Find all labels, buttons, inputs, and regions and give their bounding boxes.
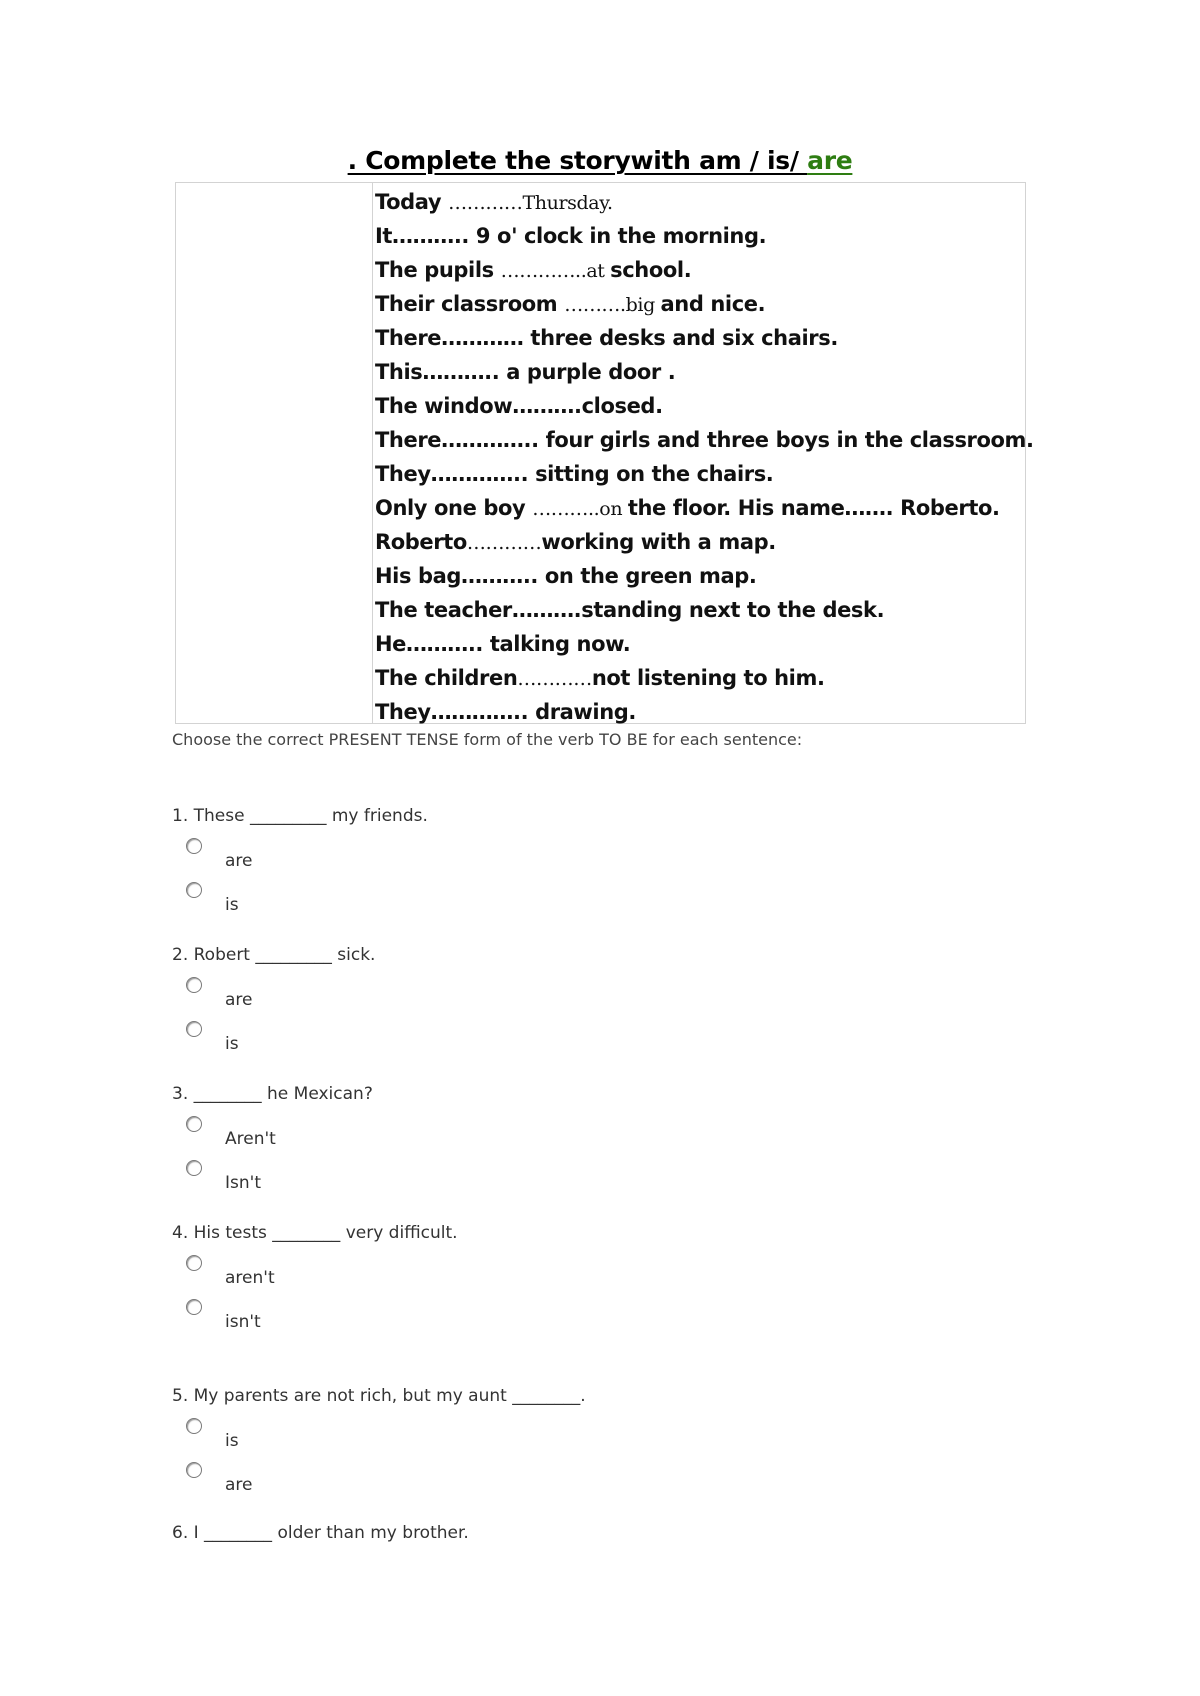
story-line <box>375 562 757 590</box>
question-text: 5. My parents are not rich, but my aunt ________. <box>172 1386 586 1406</box>
page-title <box>0 146 1200 175</box>
story-line-text: The window……….closed. <box>375 394 663 418</box>
question-text: 1. These _________ my friends. <box>172 806 428 826</box>
story-line <box>375 188 613 217</box>
story-line-text: They………….. sitting on the chairs. <box>375 462 774 486</box>
story-line-text: There………….. four girls and three boys in the classroom. <box>375 428 1034 452</box>
story-line <box>375 222 766 250</box>
story-line <box>375 392 663 420</box>
story-line <box>375 358 675 386</box>
question-text: 2. Robert _________ sick. <box>172 945 376 965</box>
story-line-blank: ………… <box>517 668 592 690</box>
radio-button[interactable] <box>186 1418 202 1434</box>
story-line-blank: …………..at <box>500 260 611 282</box>
option-label: is <box>225 1431 239 1451</box>
radio-button[interactable] <box>186 1255 202 1271</box>
option-label: is <box>225 1034 239 1054</box>
story-line-text: Roberto <box>375 530 467 554</box>
radio-button[interactable] <box>186 1116 202 1132</box>
option-label: are <box>225 851 253 871</box>
instruction-text: Choose the correct PRESENT TENSE form of the verb TO BE for each sentence: <box>172 730 803 749</box>
story-line-blank: ………… <box>466 532 542 554</box>
story-line-rest: not listening to him. <box>591 666 825 690</box>
story-line <box>375 664 825 693</box>
option-label: are <box>225 1475 253 1495</box>
radio-button[interactable] <box>186 1462 202 1478</box>
story-line <box>375 596 884 624</box>
story-box-divider <box>372 183 373 723</box>
option-label: Isn't <box>225 1173 261 1193</box>
story-line-blank: ……….big <box>564 294 661 316</box>
option-label: aren't <box>225 1268 275 1288</box>
story-line-rest: school. <box>610 258 692 282</box>
story-line <box>375 630 630 658</box>
story-line <box>375 698 636 726</box>
story-line-blank: …………Thursday. <box>448 192 613 214</box>
story-line <box>375 324 838 352</box>
story-line-text: The teacher……….standing next to the desk. <box>375 598 885 622</box>
story-line-rest: the floor. His name……. Roberto. <box>627 496 1000 520</box>
question-text: 4. His tests ________ very difficult. <box>172 1223 458 1243</box>
option-label: is <box>225 895 239 915</box>
radio-button[interactable] <box>186 838 202 854</box>
story-line-text: The children <box>375 666 518 690</box>
story-line-rest: working with a map. <box>541 530 776 554</box>
radio-button[interactable] <box>186 1299 202 1315</box>
question-text: 6. I ________ older than my brother. <box>172 1523 469 1543</box>
option-label: Aren't <box>225 1129 276 1149</box>
story-line-text: There………… three desks and six chairs. <box>375 326 838 350</box>
option-label: isn't <box>225 1312 261 1332</box>
option-label: are <box>225 990 253 1010</box>
story-line-blank: ………..on <box>532 498 628 520</box>
story-line-text: They………….. drawing. <box>375 700 636 724</box>
story-line-rest: and nice. <box>660 292 766 316</box>
title-text: . Complete the storywith am / is/ <box>347 146 808 175</box>
story-line <box>375 256 691 285</box>
story-line <box>375 460 773 488</box>
story-line <box>375 494 1000 523</box>
radio-button[interactable] <box>186 1160 202 1176</box>
story-line-text: He……….. talking now. <box>375 632 631 656</box>
story-line <box>375 528 776 557</box>
story-line-text: Today <box>375 190 449 214</box>
story-line <box>375 426 1034 454</box>
question-text: 3. ________ he Mexican? <box>172 1084 373 1104</box>
story-line <box>375 290 765 319</box>
story-line-text: This……….. a purple door . <box>375 360 676 384</box>
radio-button[interactable] <box>186 882 202 898</box>
radio-button[interactable] <box>186 1021 202 1037</box>
story-line-text: Their classroom <box>375 292 565 316</box>
radio-button[interactable] <box>186 977 202 993</box>
story-line-text: It……….. 9 o' clock in the morning. <box>375 224 767 248</box>
title-highlight: are <box>807 146 853 175</box>
story-line-text: His bag……….. on the green map. <box>375 564 757 588</box>
story-line-text: Only one boy <box>375 496 533 520</box>
story-line-text: The pupils <box>375 258 501 282</box>
